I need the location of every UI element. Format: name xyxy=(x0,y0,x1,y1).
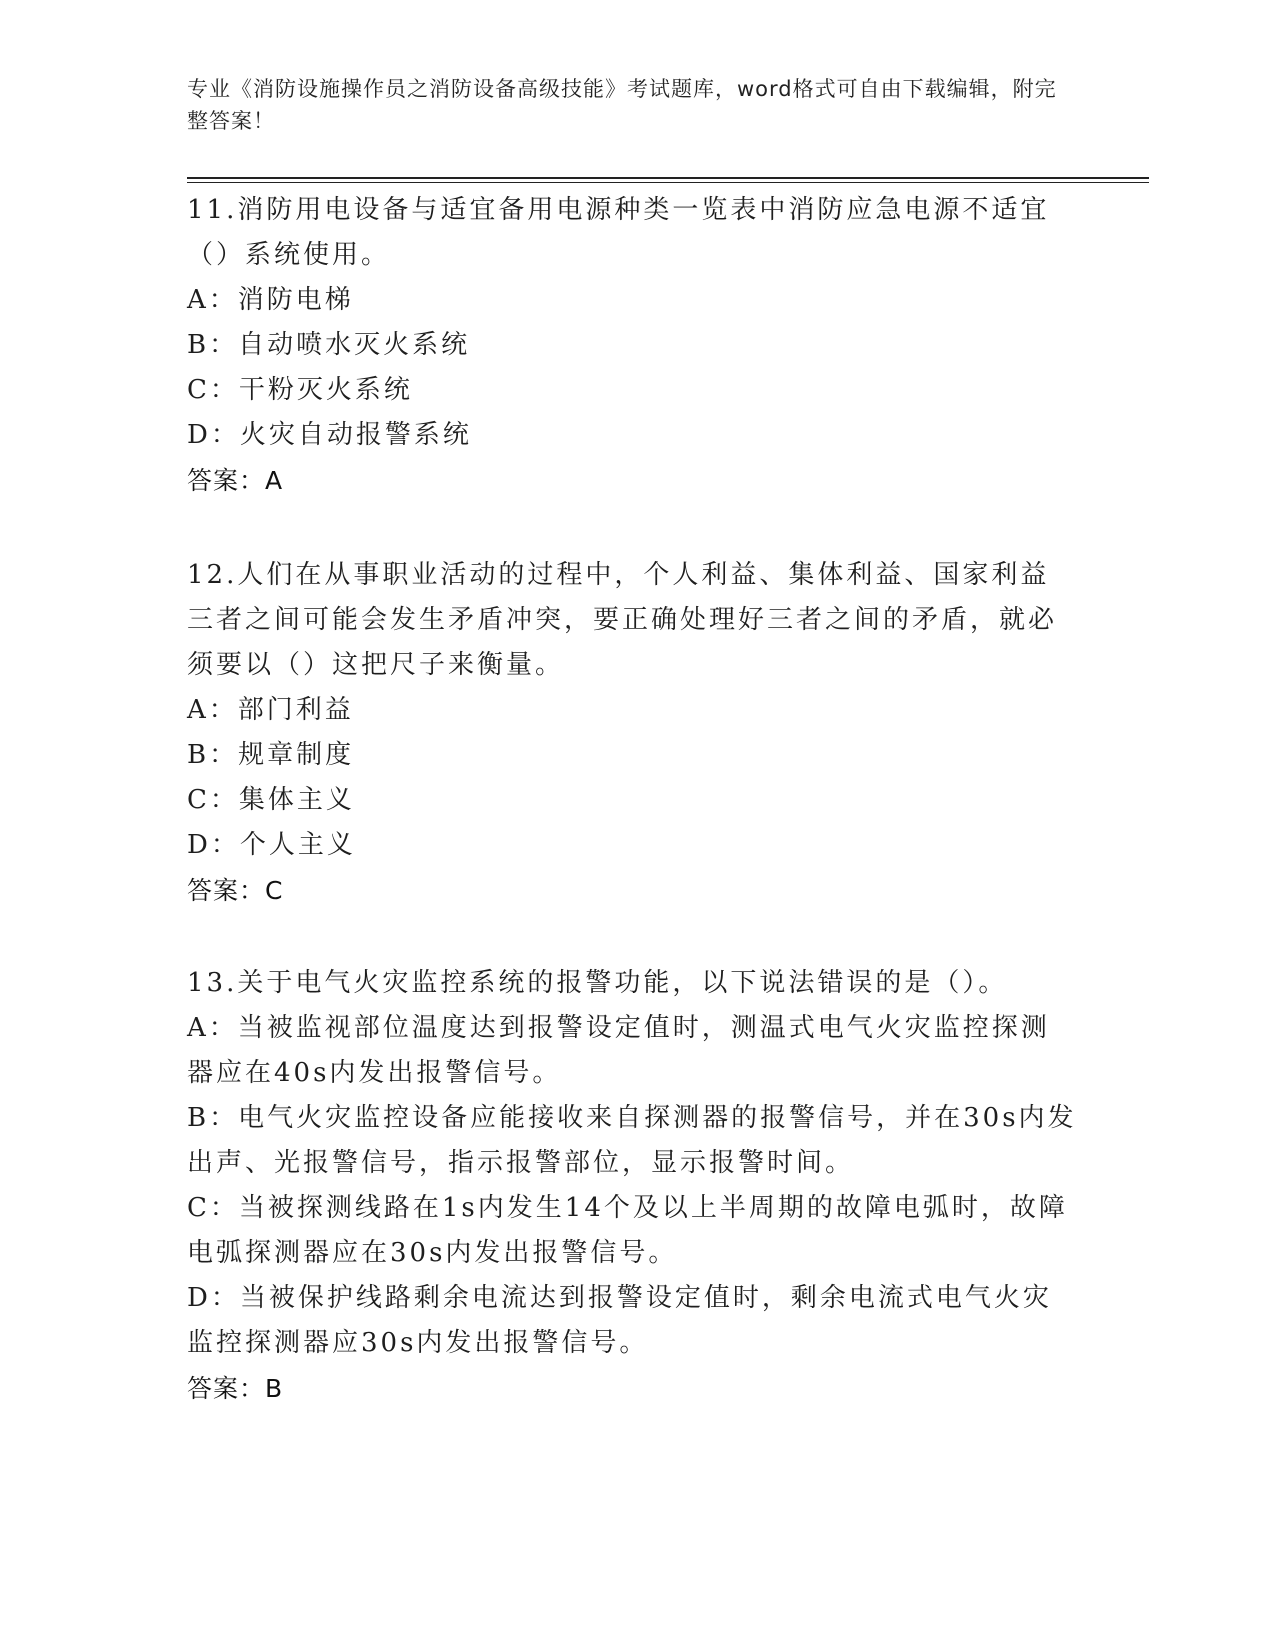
option-a: A：部门利益 xyxy=(187,695,354,725)
header-divider-thin xyxy=(187,182,1149,183)
question-stem: 12.人们在从事职业活动的过程中，个人利益、集体利益、国家利益三者之间可能会发生矛盾冲突，要正确处理好三者之间的矛盾，就必须要以（）这把尺子来衡量。 xyxy=(187,560,1058,680)
answer-line: 答案：B xyxy=(187,1374,284,1403)
option-a: A：当被监视部位温度达到报警设定值时，测温式电气火灾监控探测器应在40s内发出报警信号。 xyxy=(187,1013,1050,1088)
answer-line: 答案：A xyxy=(187,466,284,495)
option-a: A：消防电梯 xyxy=(187,285,354,315)
option-c: C：当被探测线路在1s内发生14个及以上半周期的故障电弧时，故障电弧探测器应在30s内发出报警信号。 xyxy=(187,1193,1068,1268)
option-c: C：干粉灭火系统 xyxy=(187,375,413,405)
option-d: D：个人主义 xyxy=(187,830,356,860)
question-12 xyxy=(187,553,1077,913)
option-b: B：电气火灾监控设备应能接收来自探测器的报警信号，并在30s内发出声、光报警信号，指示报警部位，显示报警时间。 xyxy=(187,1103,1077,1178)
document-header: 专业《消防设施操作员之消防设备高级技能》考试题库，word格式可自由下载编辑，附完整答案！ xyxy=(187,77,1057,133)
question-stem: 13.关于电气火灾监控系统的报警功能，以下说法错误的是（）。 xyxy=(187,968,1008,998)
header-divider-thick xyxy=(187,177,1149,179)
answer-line: 答案：C xyxy=(187,876,284,905)
option-d: D：当被保护线路剩余电流达到报警设定值时，剩余电流式电气火灾监控探测器应30s内发出报警信号。 xyxy=(187,1283,1052,1358)
option-b: B：规章制度 xyxy=(187,740,355,770)
option-b: B：自动喷水灭火系统 xyxy=(187,330,471,360)
question-13 xyxy=(187,961,1077,1411)
option-d: D：火灾自动报警系统 xyxy=(187,420,472,450)
option-c: C：集体主义 xyxy=(187,785,355,815)
question-stem: 11.消防用电设备与适宜备用电源种类一览表中消防应急电源不适宜（）系统使用。 xyxy=(187,195,1050,270)
question-11 xyxy=(187,188,1077,503)
